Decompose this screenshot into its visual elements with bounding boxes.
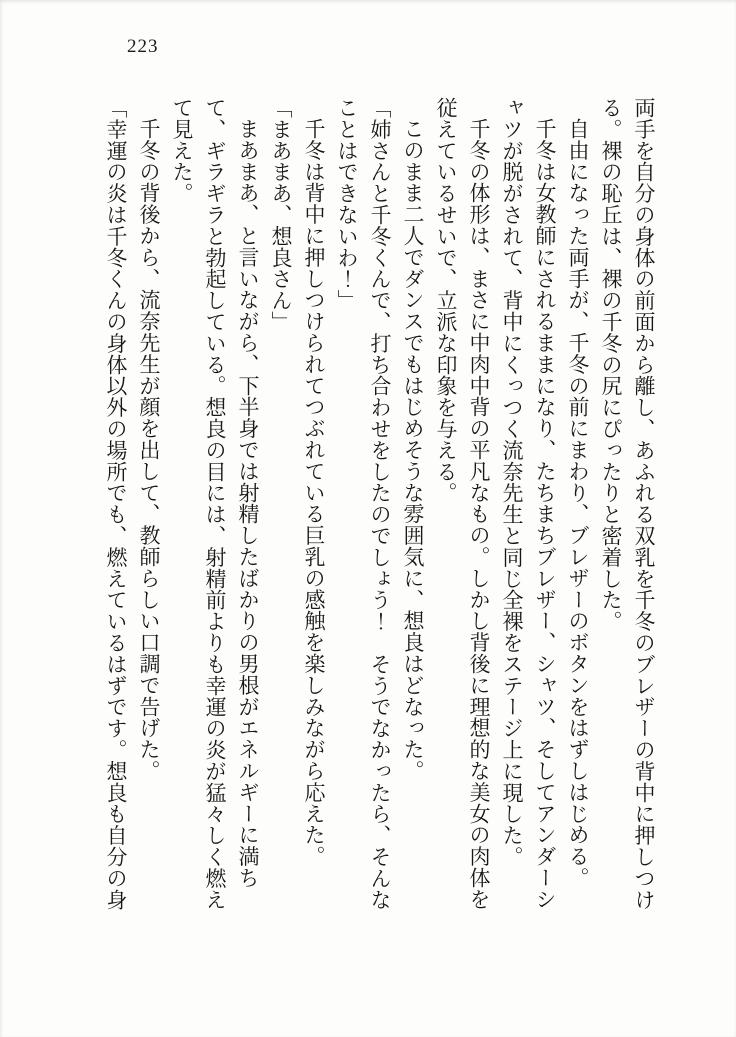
paragraph: 自由になった両手が、千冬の前にまわり、ブレザーのボタンをはずしはじめる。 [566,118,590,889]
paragraph: 「姉さんと千冬くんで、打ち合わせをしたのでしょう！ そうでなかったら、そんなことはできないわ！」 [335,97,392,911]
paragraph: 千冬の背後から、流奈先生が顔を出して、教師らしい口調で告げた。 [137,118,161,782]
page-number: 223 [127,36,159,57]
text-block [99,97,660,917]
paragraph: 両手を自分の身体の前面から離し、あふれる双乳を千冬のブレザーの背中に押しつける。裸の恥丘は、裸の千冬の尻にぴったりと密着した。 [599,97,656,911]
paragraph: 「幸運の炎は千冬くんの身体以外の場所でも、燃えているはずです。想良も自分の身 [104,97,128,911]
paragraph: 千冬は背中に押しつけられてつぶれている巨乳の感触を楽しみながら応えた。 [302,118,326,867]
paragraph: このまま二人でダンスでもはじめそうな雰囲気に、想良はどなった。 [401,118,425,782]
paragraph: まあまあ、と言いながら、下半身では射精したばかりの男根がエネルギーに満ちて、ギラギラと勃起している。想良の目には、射精前よりも幸運の炎が猛々しく燃えて見えた。 [170,97,260,911]
paragraph: 「まあまあ、想良さん」 [269,97,293,333]
paragraph: 千冬の体形は、まさに中肉中背の平凡なもの。しかし背後に理想的な美女の肉体を従えているせいで、立派な印象を与える。 [434,97,491,910]
paragraph: 千冬は女教師にされるままになり、たちまちブレザー、シャツ、そしてアンダーシャツが脱がされて、背中にくっつく流奈先生と同じ全裸をステージ上に現した。 [500,97,557,910]
